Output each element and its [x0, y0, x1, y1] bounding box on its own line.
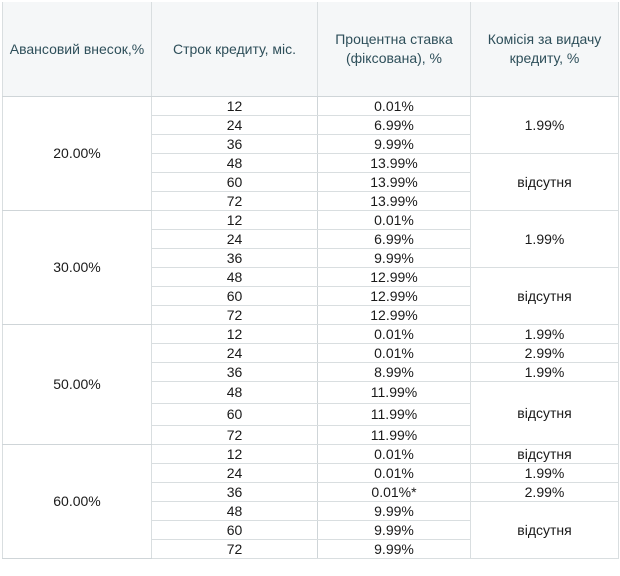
- rate-cell: 11.99%: [318, 382, 471, 404]
- rate-cell: 0.01%*: [318, 483, 471, 502]
- rate-cell: 6.99%: [318, 116, 471, 135]
- table-body: [3, 97, 619, 559]
- term-cell: 36: [152, 363, 318, 382]
- table-row: [3, 97, 619, 116]
- rate-cell: 6.99%: [318, 230, 471, 249]
- commission-cell: відсутня: [471, 154, 619, 211]
- rate-cell: 0.01%: [318, 344, 471, 363]
- commission-cell: 2.99%: [471, 483, 619, 502]
- term-cell: 48: [152, 268, 318, 287]
- table-row: [3, 445, 619, 464]
- rate-cell: 13.99%: [318, 154, 471, 173]
- term-cell: 48: [152, 154, 318, 173]
- term-cell: 60: [152, 404, 318, 426]
- term-cell: 12: [152, 325, 318, 344]
- commission-cell: відсутня: [471, 382, 619, 445]
- rate-cell: 8.99%: [318, 363, 471, 382]
- rate-cell: 0.01%: [318, 445, 471, 464]
- table-row: [3, 211, 619, 230]
- rate-cell: 13.99%: [318, 192, 471, 211]
- header-term: Строк кредиту, міс.: [152, 2, 318, 97]
- commission-cell: відсутня: [471, 445, 619, 464]
- commission-cell: відсутня: [471, 502, 619, 559]
- rate-cell: 0.01%: [318, 464, 471, 483]
- term-cell: 60: [152, 521, 318, 540]
- down-payment-cell: 30.00%: [3, 211, 152, 325]
- down-payment-cell: 50.00%: [3, 325, 152, 445]
- term-cell: 36: [152, 135, 318, 154]
- term-cell: 72: [152, 540, 318, 559]
- term-cell: 12: [152, 445, 318, 464]
- rate-cell: 9.99%: [318, 502, 471, 521]
- rate-cell: 9.99%: [318, 521, 471, 540]
- table-row: [3, 325, 619, 344]
- down-payment-cell: 20.00%: [3, 97, 152, 211]
- commission-cell: 1.99%: [471, 97, 619, 154]
- term-cell: 36: [152, 483, 318, 502]
- rate-cell: 0.01%: [318, 211, 471, 230]
- rate-cell: 9.99%: [318, 540, 471, 559]
- commission-cell: 1.99%: [471, 211, 619, 268]
- term-cell: 60: [152, 287, 318, 306]
- term-cell: 72: [152, 192, 318, 211]
- rate-cell: 12.99%: [318, 287, 471, 306]
- rate-cell: 0.01%: [318, 97, 471, 116]
- commission-cell: 1.99%: [471, 325, 619, 344]
- commission-cell: 1.99%: [471, 464, 619, 483]
- rate-cell: 0.01%: [318, 325, 471, 344]
- term-cell: 36: [152, 249, 318, 268]
- term-cell: 12: [152, 97, 318, 116]
- commission-cell: 2.99%: [471, 344, 619, 363]
- term-cell: 24: [152, 116, 318, 135]
- term-cell: 24: [152, 344, 318, 363]
- header-down-payment: Авансовий внесок,%: [3, 2, 152, 97]
- commission-cell: відсутня: [471, 268, 619, 325]
- header-commission: Комісія за видачу кредиту, %: [471, 2, 619, 97]
- term-cell: 24: [152, 464, 318, 483]
- term-cell: 72: [152, 306, 318, 325]
- term-cell: 48: [152, 502, 318, 521]
- header-rate: Процентна ставка (фіксована), %: [318, 2, 471, 97]
- term-cell: 60: [152, 173, 318, 192]
- rate-cell: 12.99%: [318, 268, 471, 287]
- table-header: [3, 2, 619, 97]
- rate-cell: 11.99%: [318, 426, 471, 445]
- rate-cell: 9.99%: [318, 135, 471, 154]
- header-row: [3, 2, 619, 97]
- credit-terms-table: [2, 2, 619, 559]
- rate-cell: 12.99%: [318, 306, 471, 325]
- rate-cell: 11.99%: [318, 404, 471, 426]
- term-cell: 48: [152, 382, 318, 404]
- term-cell: 72: [152, 426, 318, 445]
- term-cell: 12: [152, 211, 318, 230]
- commission-cell: 1.99%: [471, 363, 619, 382]
- down-payment-cell: 60.00%: [3, 445, 152, 559]
- rate-cell: 9.99%: [318, 249, 471, 268]
- rate-cell: 13.99%: [318, 173, 471, 192]
- term-cell: 24: [152, 230, 318, 249]
